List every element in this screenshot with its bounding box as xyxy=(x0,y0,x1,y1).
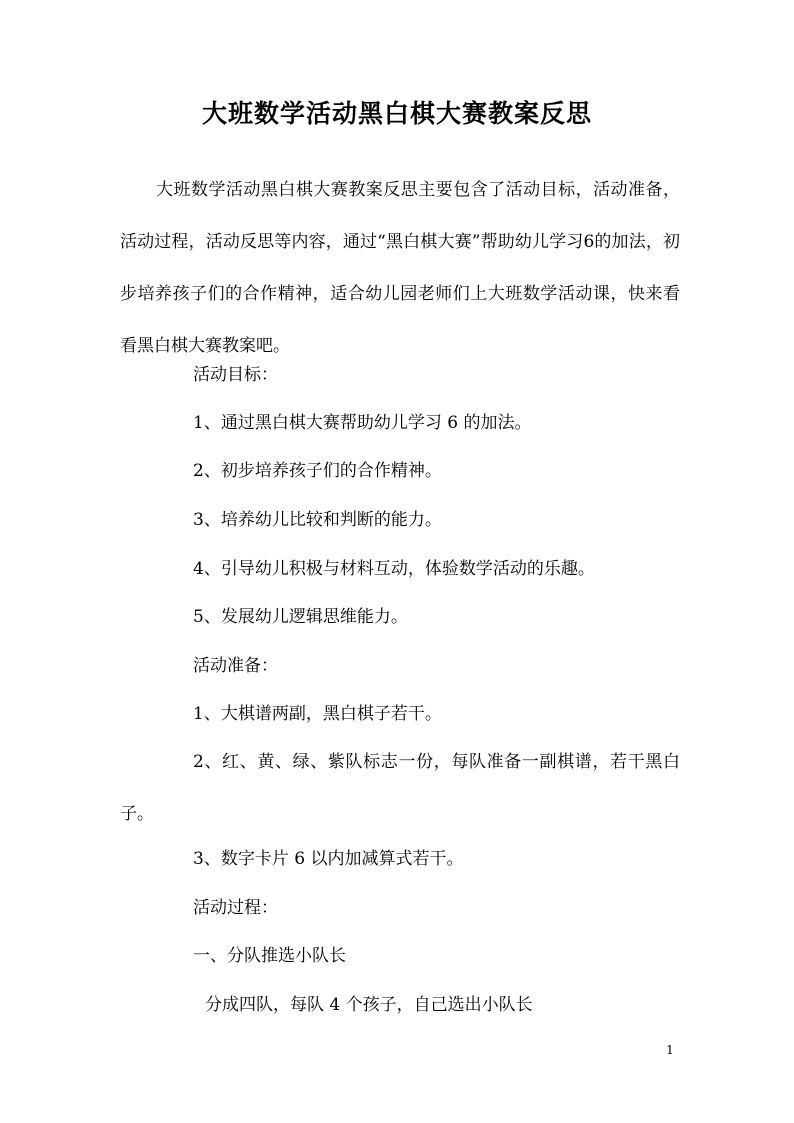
goal-item-2: 2、初步培养孩子们的合作精神。 xyxy=(193,461,442,481)
process-heading: 活动过程： xyxy=(193,898,278,918)
goal-item-1: 1、通过黑白棋大赛帮助幼儿学习 6 的加法。 xyxy=(193,413,532,433)
prep-heading: 活动准备： xyxy=(193,656,278,676)
goal-item-5: 5、发展幼儿逻辑思维能力。 xyxy=(193,607,408,627)
document-title: 大班数学活动黑白棋大赛教案反思 xyxy=(201,99,592,128)
goals-heading: 活动目标： xyxy=(193,365,278,385)
process-step-1-text: 分成四队，每队 4 个孩子，自己选出小队长 xyxy=(205,995,533,1015)
page-number: 1 xyxy=(666,1043,674,1057)
goal-item-4: 4、引导幼儿积极与材料互动，体验数学活动的乐趣。 xyxy=(193,559,595,579)
prep-item-1: 1、大棋谱两副，黑白棋子若干。 xyxy=(193,704,442,724)
prep-item-2: 2、红、黄、绿、紫队标志一份，每队准备一副棋谱，若干黑白子。 xyxy=(120,752,680,824)
goal-item-3: 3、培养幼儿比较和判断的能力。 xyxy=(193,510,442,530)
intro-paragraph: 大班数学活动黑白棋大赛教案反思主要包含了活动目标，活动准备，活动过程，活动反思等内容，通过“黑白棋大赛”帮助幼儿学习6的加法，初步培养孩子们的合作精神，适合幼儿园老师们上大班数学活动课，快来看看黑白棋大赛教案吧。 xyxy=(120,180,680,356)
process-step-1: 一、分队推选小队长 xyxy=(193,946,346,966)
prep-item-3: 3、数字卡片 6 以内加减算式若干。 xyxy=(193,849,464,869)
